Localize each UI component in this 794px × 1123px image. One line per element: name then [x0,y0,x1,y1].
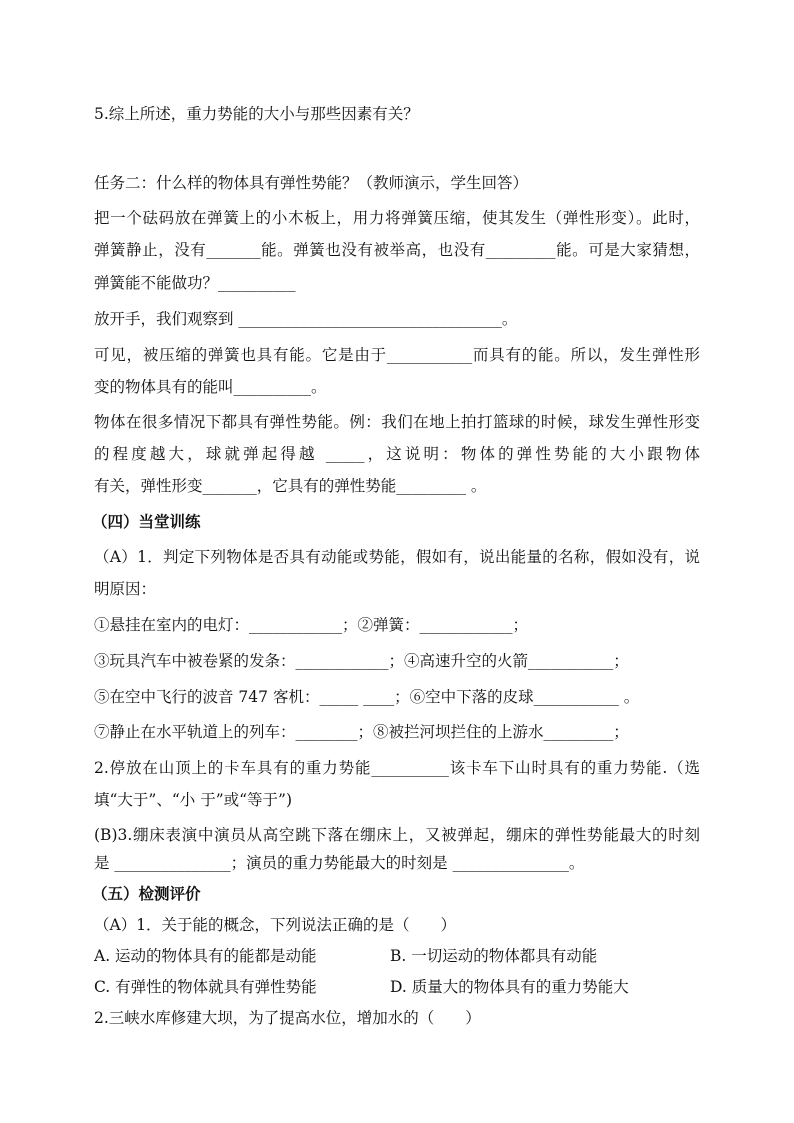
section-4-item-row: ⑤在空中飞行的波音 747 客机：_____ ____；⑥空中下落的皮球___________ 。 [94,688,640,706]
section-4-q1-line-1: （A）1．判定下列物体是否具有动能或势能，假如有，说出能量的名称，假如没有，说 [94,548,700,566]
section-5-q2: 2.三峡水库修建大坝，为了提高水位，增加水的（ ） [94,1009,481,1027]
option-d: D. 质量大的物体具有的重力势能大 [390,978,629,996]
section-5-q1: （A）1．关于能的概念，下列说法正确的是（ ） [94,916,457,934]
option-b: B. 一切运动的物体都具有动能 [390,947,598,965]
task-2-paragraph-4-line-2: 的程度越大，球就弹起得越 _____，这说明：物体的弹性势能的大小跟物体 [94,445,700,463]
task-2-paragraph-3-line-1: 可见，被压缩的弹簧也具有能。它是由于___________而具有的能。所以，发生弹性形 [94,346,700,364]
section-4-heading: （四）当堂训练 [92,512,201,531]
section-4-q2-line-2: 填“大于”、“小 于”或“等于”) [94,791,293,809]
section-4-q1-line-2: 明原因： [94,580,157,598]
section-4-item-row: ⑦静止在水平轨道上的列车：________；⑧被拦河坝拦住的上游水_________； [94,723,629,741]
option-a: A. 运动的物体具有的能都是动能 [94,947,317,965]
task-2-paragraph-3-line-2: 变的物体具有的能叫__________。 [94,378,327,396]
section-5-heading: （五）检测评价 [92,884,201,903]
task-2-paragraph-2: 放开手，我们观察到 __________________________________。 [94,310,518,328]
task-2-paragraph-1-line-3: 弹簧能不能做功？__________ [94,274,296,292]
task-2-paragraph-4-line-3: 有关，弹性形变_______，它具有的弹性势能_________ 。 [94,477,487,495]
task-2-title: 任务二：什么样的物体具有弹性势能？（教师演示，学生回答） [94,174,529,192]
task-2-paragraph-4-line-1: 物体在很多情况下都具有弹性势能。例：我们在地上拍打篮球的时候，球发生弹性形变 [94,413,700,431]
section-4-item-row: ①悬挂在室内的电灯：____________；②弹簧：____________； [94,616,529,634]
task-2-paragraph-1-line-2: 弹簧静止，没有_______能。弹簧也没有被举高，也没有_________能。可是大家猜想， [94,241,700,259]
section-4-q3-line-2: 是 _______________；演员的重力势能最大的时刻是 _______________。 [94,854,585,872]
option-c: C. 有弹性的物体就具有弹性势能 [94,978,317,996]
section-4-item-row: ③玩具汽车中被卷紧的发条：____________；④高速升空的火箭___________； [94,652,629,670]
question-5: 5.综上所述，重力势能的大小与那些因素有关？ [94,105,419,123]
section-4-q3-line-1: (B)3.绷床表演中演员从高空跳下落在绷床上，又被弹起，绷床的弹性势能最大的时刻 [94,826,700,844]
section-4-q2-line-1: 2.停放在山顶上的卡车具有的重力势能__________该卡车下山时具有的重力势能.（选 [94,759,700,777]
task-2-paragraph-1-line-1: 把一个砝码放在弹簧上的小木板上，用力将弹簧压缩，使其发生（弹性形变）。此时， [94,209,700,227]
